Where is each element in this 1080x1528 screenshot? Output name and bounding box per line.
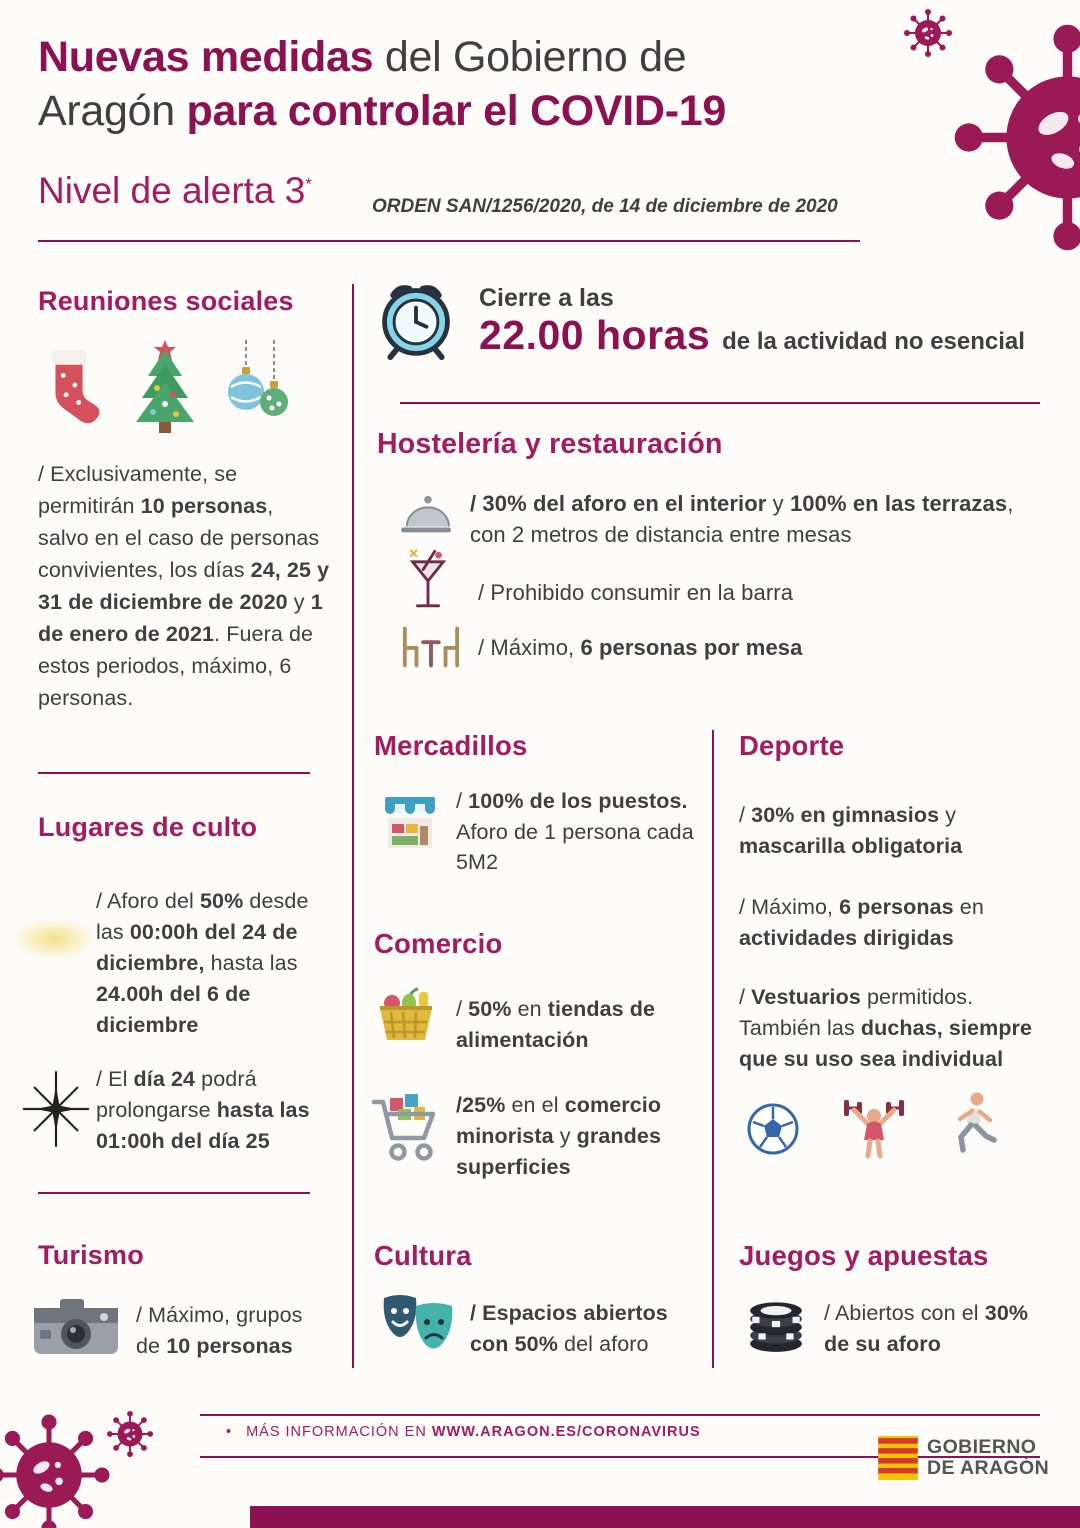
curfew-suffix: de la actividad no esencial: [722, 328, 1025, 355]
section-title-cultura: Cultura: [374, 1240, 472, 1271]
footer-info-url[interactable]: WWW.ARAGON.ES/CORONAVIRUS: [431, 1424, 701, 1440]
footer-info-prefix: MÁS INFORMACIÓN EN: [246, 1424, 432, 1440]
sun-glow-icon: [12, 918, 96, 960]
footer-info: [226, 1424, 701, 1440]
section-title-juegos-y-apuestas: Juegos y apuestas: [739, 1240, 989, 1271]
deporte-vestuarios-text: / Vestuarios permitidos. También las duchas, siempre que su uso sea individual: [739, 985, 1033, 1071]
section-title-hosteleria: Hostelería y restauración: [377, 428, 723, 460]
comercio-minorista-text: /25% en el comercio minorista y grandes superficies: [456, 1093, 662, 1179]
vertical-divider: [352, 284, 354, 1368]
footer-divider: [200, 1414, 1040, 1416]
page-title: [38, 30, 898, 138]
turismo-text: / Máximo, grupos de 10 personas: [136, 1303, 303, 1358]
header-divider: [38, 240, 860, 242]
page-title-line1: Nuevas medidas del Gobierno de: [38, 33, 687, 81]
section-title-turismo: Turismo: [38, 1240, 144, 1270]
deporte-actividades-text: / Máximo, 6 personas en actividades dirigidas: [739, 895, 984, 950]
aragon-flag-icon: [878, 1436, 918, 1480]
divider: [38, 772, 310, 774]
gobierno-de-aragon-logo: [878, 1436, 1049, 1480]
reuniones-body-text: / Exclusivamente, se permitirán 10 personas, salvo en el caso de personas convivientes, los días 24, 25 y 31 de diciembre de 2020 y 1 de enero de 2021. Fuera de estos periodos, máximo, 6 personas.: [38, 462, 330, 710]
weightlifting-icon: [842, 1094, 906, 1160]
curfew-line: [479, 312, 1025, 359]
poker-chips-icon: [746, 1290, 806, 1354]
curfew-time: 22.00 horas: [479, 312, 711, 358]
alarm-clock-icon: [376, 280, 456, 362]
table-chairs-icon: [400, 624, 462, 670]
page-title-line2: Aragón para controlar el COVID-19: [38, 87, 726, 135]
section-title-deporte: Deporte: [739, 730, 845, 761]
star-icon: [20, 1068, 92, 1150]
christmas-tree-icon: [126, 336, 204, 436]
virus-icon: [106, 1410, 154, 1458]
christmas-stocking-icon: [40, 344, 100, 432]
running-icon: [944, 1090, 998, 1160]
ornaments-icon: [222, 340, 294, 436]
deporte-gimnasios-text: / 30% en gimnasios y mascarilla obligatoria: [739, 803, 963, 858]
bullet-icon: •: [226, 1424, 233, 1440]
hosteleria-item-barra: / Prohibido consumir en la barra: [478, 580, 794, 605]
section-title-comercio: Comercio: [374, 928, 503, 959]
alert-level: Nivel de alerta 3*: [38, 170, 312, 211]
section-title-mercadillos: Mercadillos: [374, 730, 528, 761]
comercio-alimentacion-text: / 50% en tiendas de alimentación: [456, 997, 656, 1052]
section-title-lugares-de-culto: Lugares de culto: [38, 812, 258, 842]
cocktail-icon: [406, 546, 450, 616]
vertical-divider: [712, 730, 714, 1368]
cultura-text: / Espacios abiertos con 50% del aforo: [470, 1301, 668, 1356]
gobierno-logo-text: GOBIERNO DE ARAGÓN: [927, 1436, 1050, 1479]
hosteleria-item-aforo: / 30% del aforo en el interior y 100% en las terrazas, con 2 metros de distancia entre mesas: [470, 491, 1014, 547]
mercadillos-text: / 100% de los puestos. Aforo de 1 persona cada 5M2: [456, 789, 694, 874]
camera-icon: [32, 1294, 120, 1358]
food-cloche-icon: [398, 492, 454, 540]
virus-icon: [0, 1412, 112, 1528]
virus-icon: [945, 20, 1080, 255]
juegos-text: / Abiertos con el 30% de su aforo: [824, 1301, 1029, 1356]
divider: [38, 1192, 310, 1194]
culto-aforo-text: / Aforo del 50% desde las 00:00h del 24 de diciembre, hasta las 24.00h del 6 de diciembre: [96, 889, 309, 1037]
alert-footnote-marker: *: [305, 174, 312, 194]
hosteleria-item-mesa: / Máximo, 6 personas por mesa: [478, 635, 803, 660]
grocery-basket-icon: [376, 986, 436, 1046]
theater-masks-icon: [380, 1292, 456, 1358]
shopping-cart-icon: [370, 1086, 440, 1166]
order-reference: ORDEN SAN/1256/2020, de 14 de diciembre de 2020: [372, 196, 838, 217]
divider: [400, 402, 1040, 404]
soccer-ball-icon: [746, 1102, 800, 1156]
curfew-intro: Cierre a las: [479, 284, 614, 312]
section-title-reuniones-sociales: Reuniones sociales: [38, 286, 294, 316]
culto-dia24-text: / El día 24 podrá prolongarse hasta las 01:00h del día 25: [96, 1067, 310, 1153]
bottom-accent-bar: [250, 1506, 1080, 1528]
market-stall-icon: [382, 794, 438, 856]
